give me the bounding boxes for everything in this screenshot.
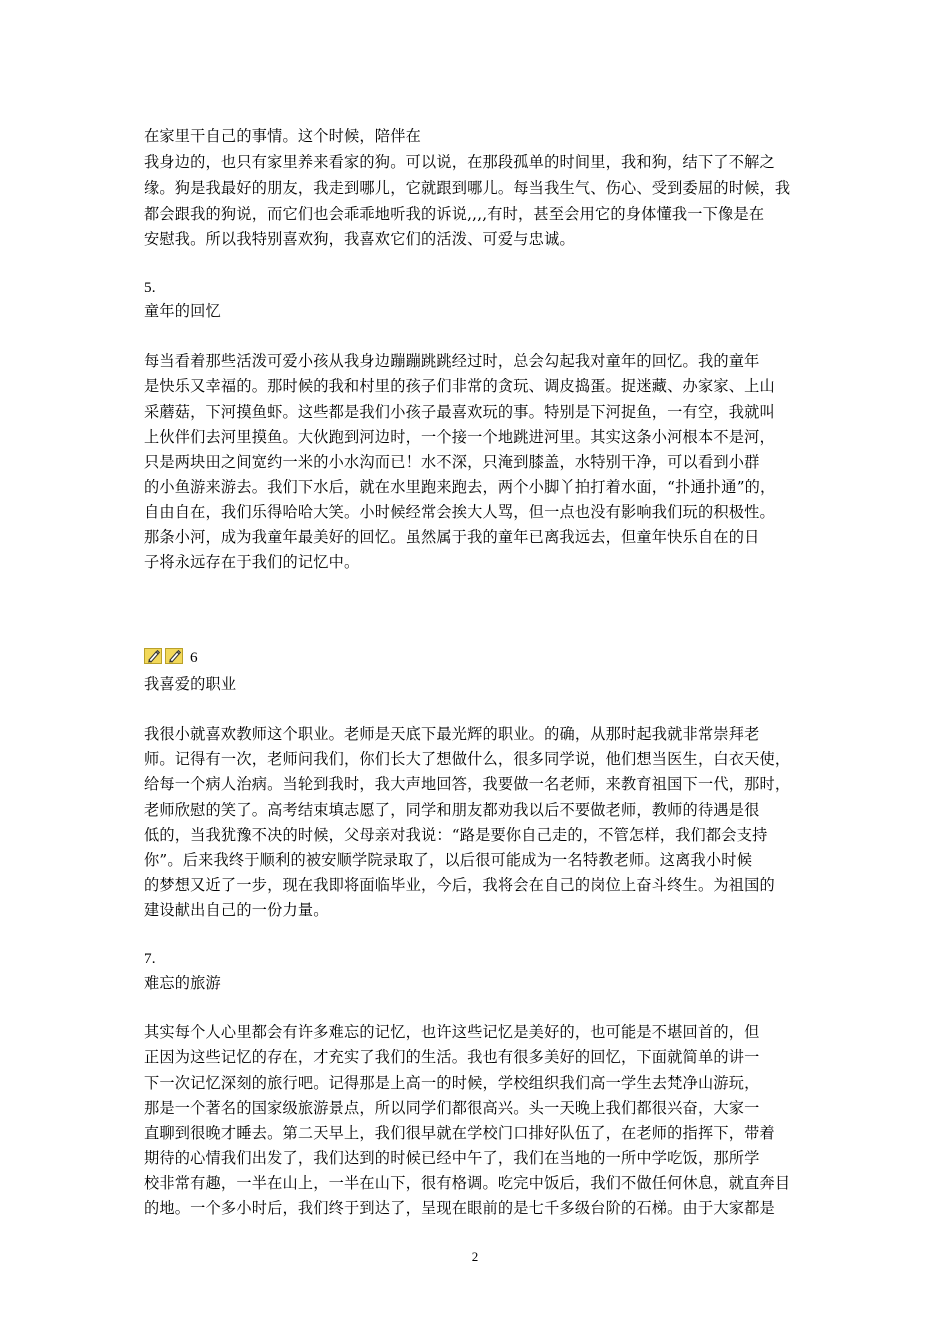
text-line: 那条小河，成为我童年最美好的回忆。虽然属于我的童年已离我远去，但童年快乐自在的日 xyxy=(144,528,760,546)
text-line: 你”。后来我终于顺利的被安顺学院录取了，以后很可能成为一名特教老师。这离我小时候 xyxy=(144,851,753,869)
text-line: 那是一个著名的国家级旅游景点，所以同学们都很高兴。头一天晚上我们都很兴奋，大家一 xyxy=(144,1099,760,1117)
text-line: 的小鱼游来游去。我们下水后，就在水里跑来跑去，两个小脚丫拍打着水面，“扑通扑通”的， xyxy=(144,478,776,496)
text-line: 正因为这些记忆的存在，才充实了我们的生活。我也有很多美好的回忆，下面就简单的讲一 xyxy=(144,1048,760,1066)
text-line: 的梦想又近了一步，现在我即将面临毕业，今后，我将会在自己的岗位上奋斗终生。为祖国的 xyxy=(144,876,775,894)
text-line: 校非常有趣，一半在山上，一半在山下，很有格调。吃完中饭后，我们不做任何休息，就直奔目 xyxy=(144,1174,791,1192)
text-line: 我很小就喜欢教师这个职业。老师是天底下最光辉的职业。的确，从那时起我就非常崇拜老 xyxy=(144,725,760,743)
text-line: 在家里干自己的事情。这个时候，陪伴在 xyxy=(144,127,421,145)
text-line: 低的，当我犹豫不决的时候，父母亲对我说：“路是要你自己走的，不管怎样，我们都会支持 xyxy=(144,826,768,844)
text-line: 子将永远存在于我们的记忆中。 xyxy=(144,553,360,571)
text-line: 自由自在，我们乐得哈哈大笑。小时候经常会挨大人骂，但一点也没有影响我们玩的积极性。 xyxy=(144,503,775,521)
text-line: 只是两块田之间宽约一米的小水沟而已！水不深，只淹到膝盖，水特别干净，可以看到小群 xyxy=(144,453,760,471)
text-line: 给每一个病人治病。当轮到我时，我大声地回答，我要做一名老师，来教育祖国下一代，那时， xyxy=(144,775,791,793)
pencil-badge-icon xyxy=(144,648,162,664)
text-line: 的地。一个多小时后，我们终于到达了，呈现在眼前的是七千多级台阶的石梯。由于大家都是 xyxy=(144,1199,775,1217)
text-line: 直聊到很晚才睡去。第二天早上，我们很早就在学校门口排好队伍了，在老师的指挥下，带着 xyxy=(144,1124,775,1142)
text-line: 师。记得有一次，老师问我们，你们长大了想做什么，很多同学说，他们想当医生，白衣天使， xyxy=(144,750,791,768)
section-number: 5. xyxy=(144,279,156,296)
text-line: 其实每个人心里都会有许多难忘的记忆，也许这些记忆是美好的，也可能是不堪回首的，但 xyxy=(144,1023,760,1041)
section-number: 7. xyxy=(144,950,156,967)
text-line: 建设献出自己的一份力量。 xyxy=(144,901,329,919)
text-line: 我身边的，也只有家里养来看家的狗。可以说，在那段孤单的时间里，我和狗，结下了不解之 xyxy=(144,153,775,171)
text-line: 采蘑菇，下河摸鱼虾。这些都是我们小孩子最喜欢玩的事。特别是下河捉鱼，一有空，我就叫 xyxy=(144,403,775,421)
section-icons xyxy=(144,648,183,666)
text-line: 每当看着那些活泼可爱小孩从我身边蹦蹦跳跳经过时，总会勾起我对童年的回忆。我的童年 xyxy=(144,352,760,370)
section-number: 6 xyxy=(190,649,198,666)
text-line: 上伙伴们去河里摸鱼。大伙跑到河边时，一个接一个地跳进河里。其实这条小河根本不是河， xyxy=(144,428,775,446)
section-title: 难忘的旅游 xyxy=(144,974,221,992)
page-number: 2 xyxy=(471,1249,479,1264)
section-title: 童年的回忆 xyxy=(144,302,221,320)
text-line: 老师欣慰的笑了。高考结束填志愿了，同学和朋友都劝我以后不要做老师，教师的待遇是很 xyxy=(144,801,760,819)
text-line: 是快乐又幸福的。那时候的我和村里的孩子们非常的贪玩、调皮捣蛋。捉迷藏、办家家、上山 xyxy=(144,377,775,395)
text-line: 都会跟我的狗说，而它们也会乖乖地听我的诉说,,,,有时，甚至会用它的身体懂我一下像是在 xyxy=(144,205,765,223)
text-line: 缘。狗是我最好的朋友，我走到哪儿，它就跟到哪儿。每当我生气、伤心、受到委屈的时候，我 xyxy=(144,179,791,197)
text-line: 期待的心情我们出发了，我们达到的时候已经中午了，我们在当地的一所中学吃饭，那所学 xyxy=(144,1149,760,1167)
text-line: 安慰我。所以我特别喜欢狗，我喜欢它们的活泼、可爱与忠诚。 xyxy=(144,230,575,248)
section-title: 我喜爱的职业 xyxy=(144,675,237,693)
pencil-badge-icon xyxy=(165,648,183,664)
text-line: 下一次记忆深刻的旅行吧。记得那是上高一的时候，学校组织我们高一学生去梵净山游玩， xyxy=(144,1074,760,1092)
